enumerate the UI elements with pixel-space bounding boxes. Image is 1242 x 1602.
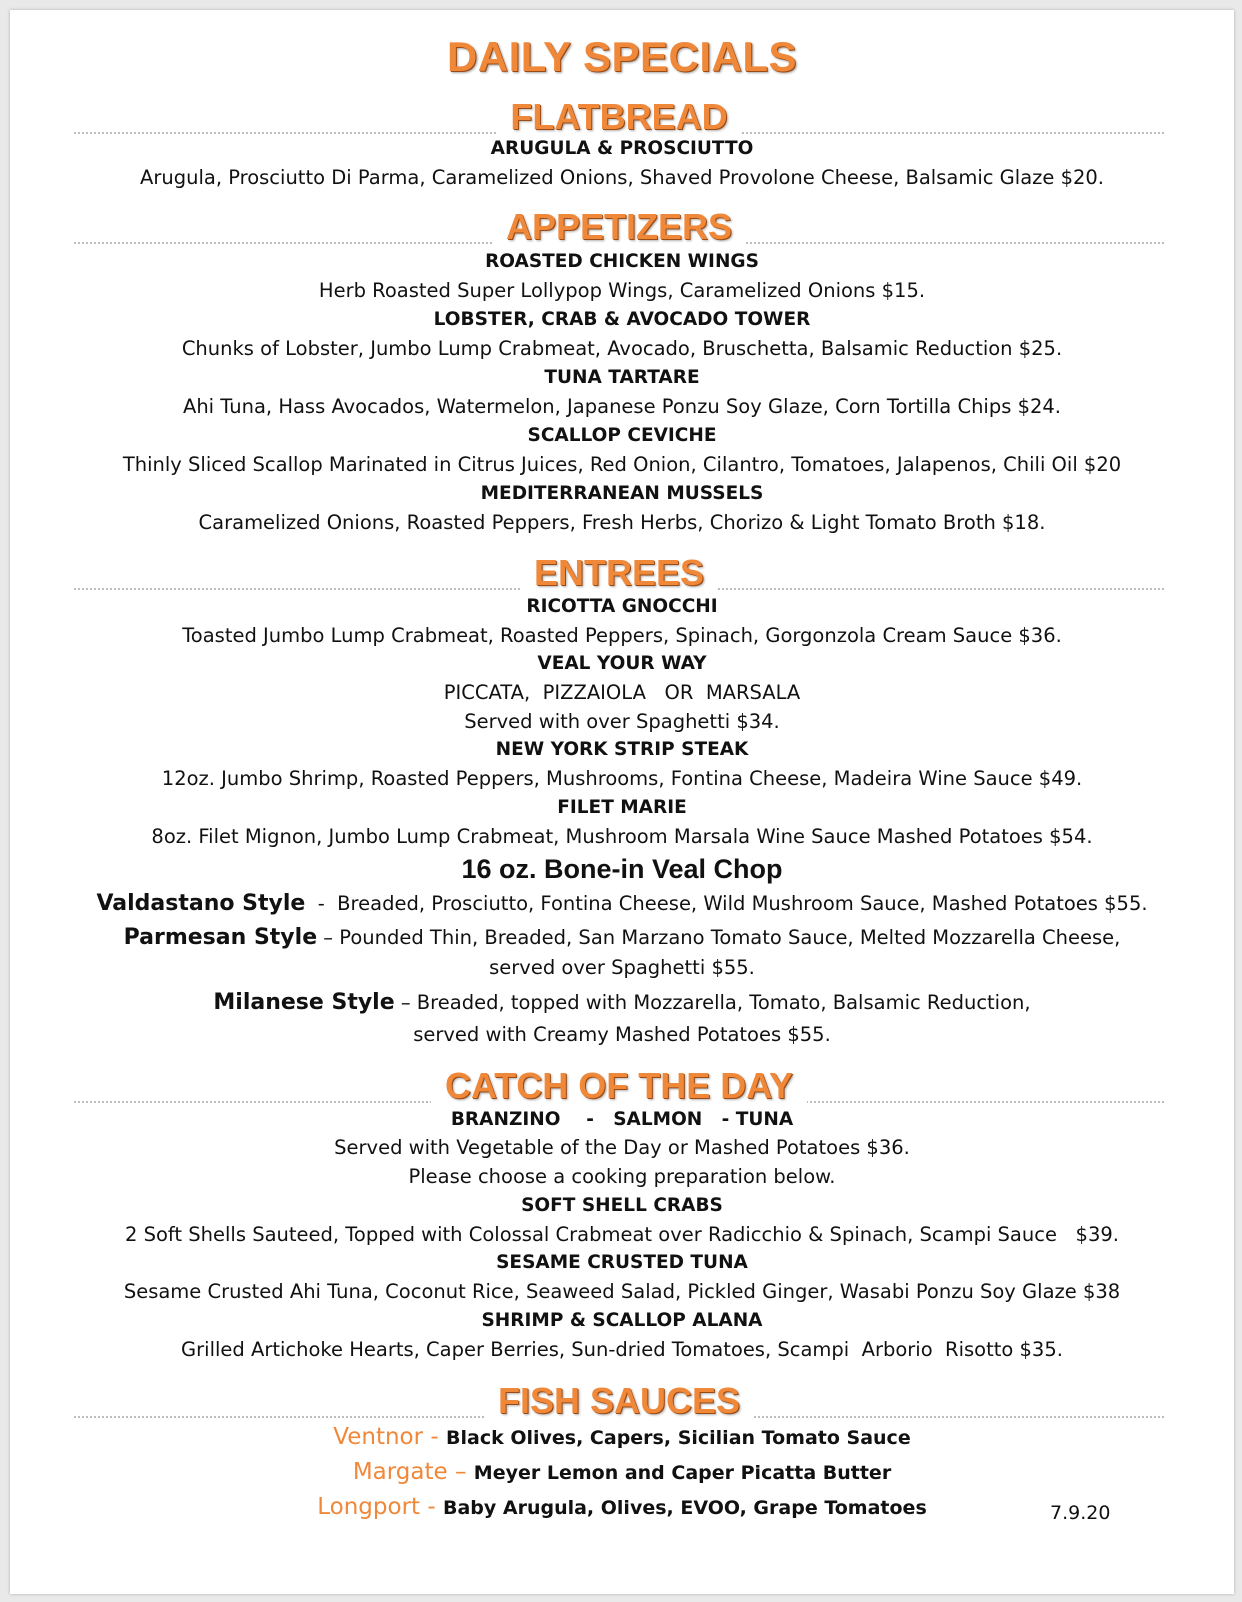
sauce-margate xyxy=(10,1457,1234,1489)
menu-item-description: Thinly Sliced Scallop Marinated in Citrus Juices, Red Onion, Cilantro, Tomatoes, Jalapenos, Chili Oil $20 xyxy=(122,453,1122,476)
section-title: FISH SAUCES xyxy=(484,1380,754,1421)
menu-item-description: Arugula, Prosciutto Di Parma, Caramelized Onions, Shaved Provolone Cheese, Balsamic Glaze $20. xyxy=(140,166,1104,189)
menu-item-description: 8oz. Filet Mignon, Jumbo Lump Crabmeat, Mushroom Marsala Wine Sauce Mashed Potatoes $54. xyxy=(151,825,1093,848)
veal-style-milanese: Milanese Style – Breaded, topped with Mozzarella, Tomato, Balsamic Reduction, xyxy=(213,990,1031,1015)
menu-item-name: MEDITERRANEAN MUSSELS xyxy=(480,483,764,504)
menu-item-name: RICOTTA GNOCCHI xyxy=(526,596,718,617)
sauce-description: Black Olives, Capers, Sicilian Tomato Sauce xyxy=(446,1427,911,1449)
veal-chop-title: 16 oz. Bone-in Veal Chop xyxy=(461,854,783,884)
sauce-description: Meyer Lemon and Caper Picatta Butter xyxy=(473,1462,892,1484)
sauce-description: Baby Arugula, Olives, EVOO, Grape Tomatoes xyxy=(442,1497,927,1519)
menu-item-description: Sesame Crusted Ahi Tuna, Coconut Rice, Seaweed Salad, Pickled Ginger, Wasabi Ponzu Soy Glaze $38 xyxy=(123,1280,1121,1303)
menu-item-description: Served with Vegetable of the Day or Mashed Potatoes $36. xyxy=(334,1136,910,1159)
menu-item-description: Herb Roasted Super Lollypop Wings, Caramelized Onions $15. xyxy=(318,279,926,302)
sauce-ventnor xyxy=(10,1422,1234,1454)
sauce-name: Longport - xyxy=(317,1494,443,1520)
menu-item-name: SCALLOP CEVICHE xyxy=(527,425,717,446)
menu-item-description: Served with over Spaghetti $34. xyxy=(464,710,780,733)
style-description-cont: served over Spaghetti $55. xyxy=(489,956,755,979)
menu-date: 7.9.20 xyxy=(1050,1502,1111,1524)
menu-item-name: VEAL YOUR WAY xyxy=(537,653,707,674)
menu-item-name: FILET MARIE xyxy=(557,797,687,818)
style-description-cont: served with Creamy Mashed Potatoes $55. xyxy=(413,1023,831,1046)
sauce-name: Ventnor - xyxy=(333,1424,447,1450)
section-header-appetizers xyxy=(74,204,1164,254)
menu-page xyxy=(10,10,1234,1594)
veal-style-valdastano: Valdastano Style - Breaded, Prosciutto, Fontina Cheese, Wild Mushroom Sauce, Mashed Potatoes $55. xyxy=(96,891,1148,916)
style-description: Breaded, Prosciutto, Fontina Cheese, Wild Mushroom Sauce, Mashed Potatoes $55. xyxy=(337,892,1148,915)
menu-item-name: LOBSTER, CRAB & AVOCADO TOWER xyxy=(433,309,811,330)
catch-fish-options: BRANZINO - SALMON - TUNA xyxy=(450,1109,794,1130)
menu-item-name: NEW YORK STRIP STEAK xyxy=(495,739,749,760)
section-title: FLATBREAD xyxy=(496,96,741,137)
style-name: Milanese Style xyxy=(213,990,395,1015)
menu-item-name: ROASTED CHICKEN WINGS xyxy=(485,251,759,272)
style-description: Breaded, topped with Mozzarella, Tomato, Balsamic Reduction, xyxy=(416,991,1031,1014)
menu-item-description: 2 Soft Shells Sauteed, Topped with Colossal Crabmeat over Radicchio & Spinach, Scampi Sauce $39. xyxy=(125,1223,1119,1246)
veal-style-parmesan: Parmesan Style – Pounded Thin, Breaded, San Marzano Tomato Sauce, Melted Mozzarella Cheese, xyxy=(123,925,1121,950)
menu-item-name: SESAME CRUSTED TUNA xyxy=(496,1252,748,1273)
menu-item-description: Ahi Tuna, Hass Avocados, Watermelon, Japanese Ponzu Soy Glaze, Corn Tortilla Chips $24. xyxy=(182,395,1061,418)
section-title: ENTREES xyxy=(520,552,718,593)
sauce-name: Margate – xyxy=(352,1459,474,1485)
menu-item-description: 12oz. Jumbo Shrimp, Roasted Peppers, Mushrooms, Fontina Cheese, Madeira Wine Sauce $49. xyxy=(161,767,1083,790)
style-description: Pounded Thin, Breaded, San Marzano Tomato Sauce, Melted Mozzarella Cheese, xyxy=(339,926,1121,949)
menu-item-description: Grilled Artichoke Hearts, Caper Berries, Sun-dried Tomatoes, Scampi Arborio Risotto $35. xyxy=(181,1338,1063,1361)
catch-note: Please choose a cooking preparation below. xyxy=(408,1165,836,1188)
menu-item-description: Caramelized Onions, Roasted Peppers, Fresh Herbs, Chorizo & Light Tomato Broth $18. xyxy=(198,511,1046,534)
section-title: CATCH OF THE DAY xyxy=(431,1065,807,1106)
style-name: Parmesan Style xyxy=(123,925,318,950)
menu-item-name: ARUGULA & PROSCIUTTO xyxy=(490,138,754,159)
menu-item-name: TUNA TARTARE xyxy=(544,367,700,388)
page-title: DAILY SPECIALS xyxy=(446,33,798,80)
menu-item-name: SHRIMP & SCALLOP ALANA xyxy=(481,1310,763,1331)
menu-item-options: PICCATA, PIZZAIOLA OR MARSALA xyxy=(443,681,801,704)
menu-item-description: Chunks of Lobster, Jumbo Lump Crabmeat, Avocado, Bruschetta, Balsamic Reduction $25. xyxy=(181,337,1063,360)
menu-item-name: SOFT SHELL CRABS xyxy=(521,1195,723,1216)
section-title: APPETIZERS xyxy=(492,206,746,247)
menu-item-description: Toasted Jumbo Lump Crabmeat, Roasted Peppers, Spinach, Gorgonzola Cream Sauce $36. xyxy=(182,624,1062,647)
style-name: Valdastano Style xyxy=(96,891,306,916)
section-header-fish-sauces xyxy=(74,1378,1164,1428)
